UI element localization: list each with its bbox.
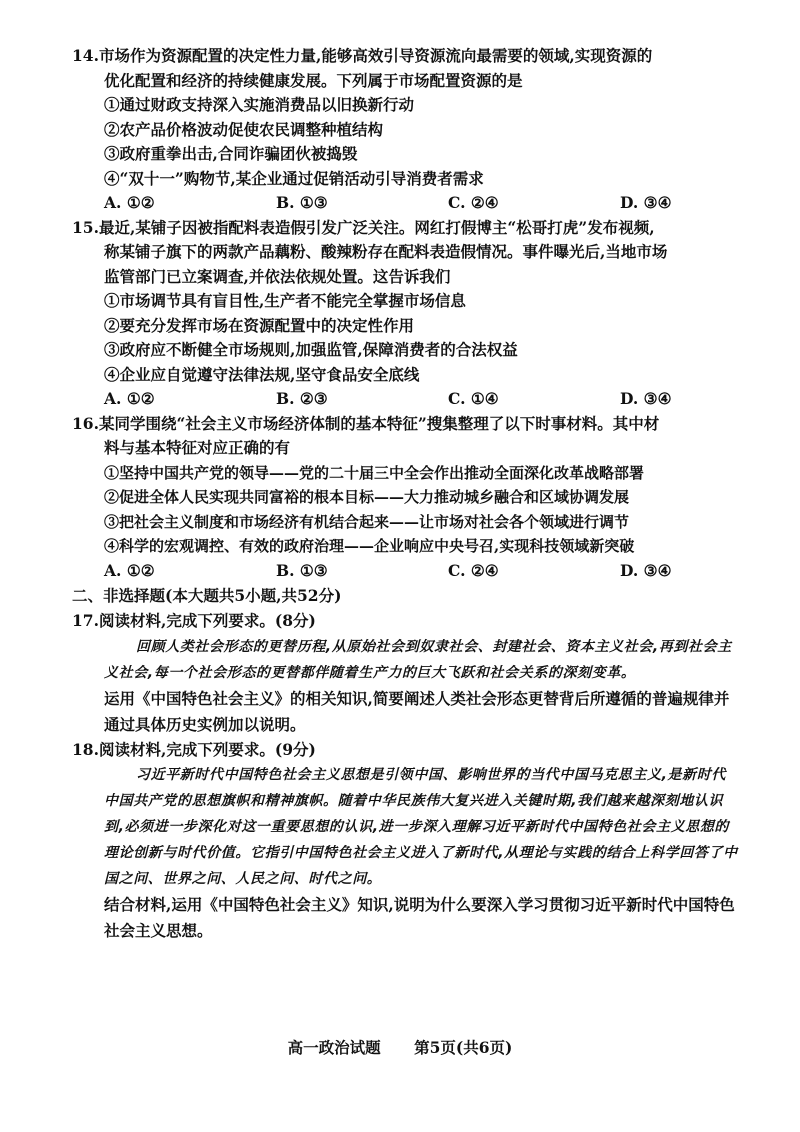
q15-option-1: ①市场调节具有盲目性,生产者不能完全掌握市场信息 bbox=[104, 291, 466, 310]
q16-option-2: ②促进全体人民实现共同富裕的根本目标——大力推动城乡融合和区域协调发展 bbox=[104, 488, 630, 506]
q15-option-3: ③政府应不断健全市场规则,加强监管,保障消费者的合法权益 bbox=[104, 340, 518, 359]
footer-page-number: 第5页(共6页) bbox=[414, 1038, 513, 1057]
q16-option-1: ①坚持中国共产党的领导——党的二十届三中全会作出推动全面深化改革战略部署 bbox=[104, 463, 645, 482]
section-2-title: 二、非选择题(本大题共5小题,共52分) bbox=[72, 586, 342, 605]
question-15 bbox=[72, 216, 740, 388]
q14-option-3: ③政府重拳出击,合同诈骗团伙被捣毁 bbox=[104, 144, 358, 163]
q14-choices bbox=[88, 191, 740, 216]
q17-task: 运用《中国特色社会主义》的相关知识,简要阐述人类社会形态更替背后所遵循的普遍规律并通过具体历史实例加以说明。 bbox=[104, 688, 730, 734]
q14-option-1: ①通过财政支持深入实施消费品以旧换新行动 bbox=[104, 95, 415, 114]
q14-option-2: ②农产品价格波动促使农民调整种植结构 bbox=[104, 119, 384, 139]
q14-choice-c: C. ②④ bbox=[448, 193, 499, 212]
q14-choice-a: A. ①② bbox=[104, 193, 155, 212]
q15-choices bbox=[88, 387, 740, 412]
q16-choices bbox=[88, 559, 740, 584]
question-17 bbox=[72, 609, 740, 634]
q18-material: 习近平新时代中国特色社会主义思想是引领中国、影响世界的当代中国马克思主义,是新时代中国共产党的思想旗帜和精神旗帜。随着中华民族伟大复兴进入关键时期,我们越来越深刻地认识到,必须进一步深化对这一重要思想的认识,进一步深入理解习近平新时代中国特色社会主义思想的理论创新与时代价值。它指引中国特色社会主义进入了新时代,从理论与实践的结合上科学回答了中国之问、世界之问、人民之问、时代之问。 bbox=[104, 767, 738, 887]
q17-stem: 17.阅读材料,完成下列要求。(8分) bbox=[72, 611, 316, 630]
q16-option-3: ③把社会主义制度和市场经济有机结合起来——让市场对社会各个领域进行调节 bbox=[104, 512, 630, 531]
question-16 bbox=[72, 412, 740, 559]
q15-choice-c: C. ①④ bbox=[448, 389, 499, 408]
q15-choice-d: D. ③④ bbox=[620, 389, 672, 408]
q16-option-4: ④科学的宏观调控、有效的政府治理——企业响应中央号召,实现科技领域新突破 bbox=[104, 537, 635, 555]
q16-stem-cont: 料与基本特征对应正确的有 bbox=[104, 438, 291, 457]
q15-stem-cont-1: 称某铺子旗下的两款产品藕粉、酸辣粉存在配料表造假情况。事件曝光后,当地市场 bbox=[104, 242, 668, 261]
q16-choice-b: B. ①③ bbox=[276, 560, 328, 580]
q15-option-4: ④企业应自觉遵守法律法规,坚守食品安全底线 bbox=[104, 364, 420, 384]
q15-stem: 15.最近,某铺子因被指配料表造假引发广泛关注。网红打假博主“松哥打虎”发布视频, bbox=[72, 217, 655, 237]
q15-choice-a: A. ①② bbox=[104, 389, 155, 408]
q15-stem-cont-2: 监管部门已立案调查,并依法依规处置。这告诉我们 bbox=[104, 266, 451, 286]
q16-stem: 16.某同学围绕“社会主义市场经济体制的基本特征”搜集整理了以下时事材料。其中材 bbox=[72, 413, 660, 433]
q17-material: 回顾人类社会形态的更替历程,从原始社会到奴隶社会、封建社会、资本主义社会,再到社会主义社会,每一个社会形态的更替都伴随着生产力的巨大飞跃和社会关系的深刻变革。 bbox=[104, 638, 732, 681]
q14-stem-cont: 优化配置和经济的持续健康发展。下列属于市场配置资源的是 bbox=[104, 70, 523, 90]
q14-option-4: ④“双十一”购物节,某企业通过促销活动引导消费者需求 bbox=[104, 168, 484, 188]
q18-task: 结合材料,运用《中国特色社会主义》知识,说明为什么要深入学习贯彻习近平新时代中国特色社会主义思想。 bbox=[104, 895, 735, 940]
q16-choice-c: C. ②④ bbox=[448, 560, 499, 580]
q14-stem: 14.市场作为资源配置的决定性力量,能够高效引导资源流向最需要的领域,实现资源的 bbox=[72, 46, 653, 65]
q15-choice-b: B. ②③ bbox=[276, 389, 328, 408]
page-footer bbox=[0, 1036, 800, 1058]
q14-choice-d: D. ③④ bbox=[620, 193, 672, 212]
q14-choice-b: B. ①③ bbox=[276, 193, 328, 212]
q16-choice-a: A. ①② bbox=[104, 560, 155, 580]
footer-subject: 高一政治试题 bbox=[287, 1038, 381, 1057]
question-14 bbox=[72, 44, 740, 191]
q16-choice-d: D. ③④ bbox=[620, 560, 672, 580]
q15-option-2: ②要充分发挥市场在资源配置中的决定性作用 bbox=[104, 315, 415, 335]
q18-stem: 18.阅读材料,完成下列要求。(9分) bbox=[72, 739, 316, 759]
question-18 bbox=[72, 738, 740, 763]
